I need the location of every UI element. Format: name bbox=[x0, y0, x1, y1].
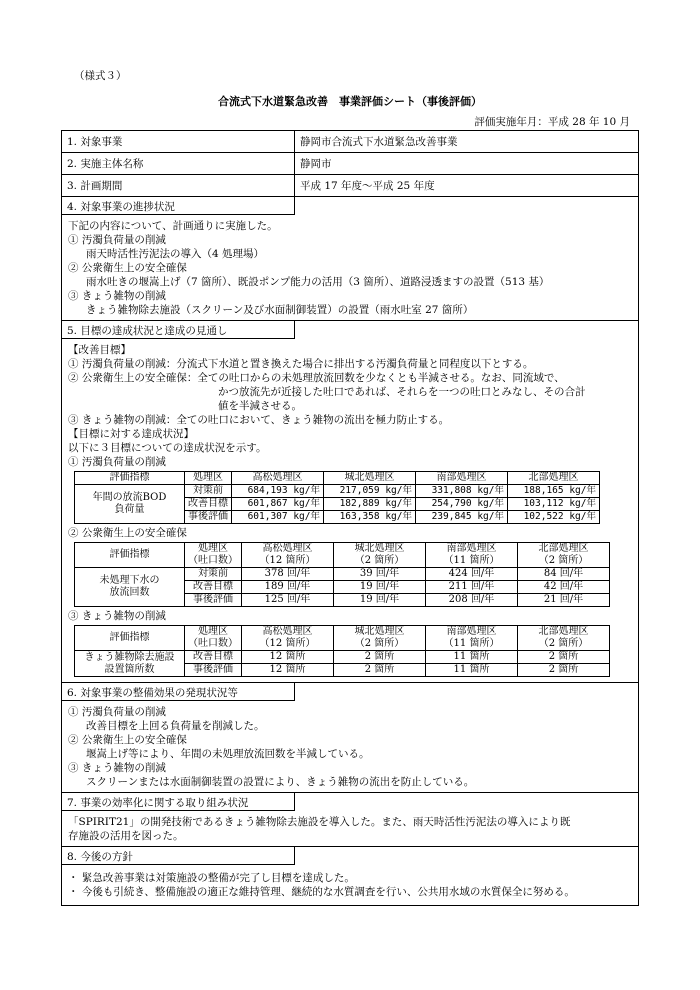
text-line: ・ 緊急改善事業は対策施設の整備が完了し目標を達成した。 bbox=[68, 872, 355, 884]
value-cell: 182,889 kg/年 bbox=[324, 498, 416, 511]
section-effects bbox=[62, 683, 638, 793]
indicator-line: 未処理下水の bbox=[99, 575, 160, 586]
row-label-cell: 改善目標 bbox=[185, 581, 242, 594]
text-line: かつ放流先が近接した吐口であれば、それらを一つの吐口とみなし、その合計 bbox=[218, 386, 586, 398]
table-row bbox=[75, 651, 610, 664]
header-cell: 処理区 bbox=[185, 543, 242, 556]
header-cell: 処理区 bbox=[185, 626, 242, 639]
value-cell: 188,165 kg/年 bbox=[508, 485, 600, 498]
indicator-cell bbox=[75, 568, 185, 607]
indicator-cell bbox=[75, 651, 185, 677]
value-cell: 684,193 kg/年 bbox=[232, 485, 324, 498]
row-value: 静岡市合流式下水道緊急改善事業 bbox=[300, 136, 458, 148]
section-heading: 5. 目標の達成状況と達成の見通し bbox=[62, 321, 295, 339]
value-cell: 84 回/年 bbox=[518, 568, 610, 581]
indicator-line: 設置箇所数 bbox=[104, 663, 155, 675]
header-cell: 高松処理区 bbox=[232, 472, 324, 485]
value-cell: 103,112 kg/年 bbox=[508, 498, 600, 511]
text-line: きょう雑物除去施設（スクリーン及び水面制御装置）の設置（雨水吐室 27 箇所） bbox=[86, 304, 474, 316]
row-label-cell: 改善目標 bbox=[185, 498, 232, 511]
text-line: 堰嵩上げ等により、年間の未処理放流回数を半減している。 bbox=[86, 748, 370, 760]
value-cell: 2 箇所 bbox=[334, 651, 426, 664]
header-cell: 北部処理区 bbox=[508, 472, 600, 485]
value-cell: 189 回/年 bbox=[242, 581, 334, 594]
header-cell: 高松処理区 bbox=[242, 626, 334, 639]
value-cell: 125 回/年 bbox=[242, 594, 334, 607]
value-cell: 2 箇所 bbox=[334, 664, 426, 677]
text-line: 【改善目標】 bbox=[68, 344, 131, 356]
text-line: ① 汚濁負荷量の削減 bbox=[68, 234, 166, 246]
text-line: 存施設の活用を図った。 bbox=[68, 830, 184, 842]
header-cell: 城北処理区 bbox=[324, 472, 416, 485]
text-line: ③ きょう雑物の削減：全ての吐口において、きょう雑物の流出を極力防止する。 bbox=[68, 414, 450, 426]
header-cell: （2 箇所） bbox=[334, 638, 426, 651]
table-title: ① 汚濁負荷量の削減 bbox=[68, 456, 166, 468]
value-cell: 11 箇所 bbox=[426, 651, 518, 664]
header-cell: （吐口数） bbox=[185, 638, 242, 651]
table-title: ② 公衆衛生上の安全確保 bbox=[68, 527, 187, 539]
value-cell: 601,867 kg/年 bbox=[232, 498, 324, 511]
header-cell: 城北処理区 bbox=[334, 626, 426, 639]
evaluation-sheet bbox=[61, 130, 639, 906]
value-cell: 102,522 kg/年 bbox=[508, 511, 600, 524]
text-line: 改善目標を上回る負荷量を削減した。 bbox=[86, 720, 265, 732]
text-line: ② 公衆衛生上の安全確保 bbox=[68, 734, 187, 746]
text-line: ・ 今後も引続き、整備施設の適正な維持管理、継続的な水質調査を行い、公共用水域の水質保全に努める。 bbox=[68, 886, 575, 898]
value-cell: 2 箇所 bbox=[518, 664, 610, 677]
value-cell: 19 回/年 bbox=[334, 594, 426, 607]
header-cell: 南部処理区 bbox=[416, 472, 508, 485]
value-cell: 39 回/年 bbox=[334, 568, 426, 581]
value-cell: 424 回/年 bbox=[426, 568, 518, 581]
value-cell: 254,790 kg/年 bbox=[416, 498, 508, 511]
row-label-cell: 事後評価 bbox=[185, 594, 242, 607]
table-title: ③ きょう雑物の削減 bbox=[68, 610, 166, 622]
section-goal-achievement bbox=[62, 321, 638, 683]
table-untreated-discharge bbox=[74, 542, 610, 607]
text-line: 【目標に対する達成状況】 bbox=[68, 428, 194, 440]
text-line: 下記の内容について、計画通りに実施した。 bbox=[68, 220, 278, 232]
header-cell: 評価指標 bbox=[75, 543, 185, 568]
header-cell: （2 箇所） bbox=[518, 638, 610, 651]
text-line: ① 汚濁負荷量の削減：分流式下水道と置き換えた場合に排出する汚濁負荷量と同程度以下とする。 bbox=[68, 358, 534, 370]
text-line: 以下に３目標についての達成状況を示す。 bbox=[68, 442, 267, 454]
header-cell: （12 箇所） bbox=[242, 555, 334, 568]
value-cell: 208 回/年 bbox=[426, 594, 518, 607]
header-cell: 高松処理区 bbox=[242, 543, 334, 556]
section-heading: 7. 事業の効率化に関する取り組み状況 bbox=[62, 793, 295, 811]
value-cell: 2 箇所 bbox=[518, 651, 610, 664]
row-label-cell: 事後評価 bbox=[185, 664, 242, 677]
value-cell: 12 箇所 bbox=[242, 651, 334, 664]
header-cell: （2 箇所） bbox=[334, 555, 426, 568]
form-label: （様式３） bbox=[74, 70, 127, 82]
header-cell: 南部処理区 bbox=[426, 626, 518, 639]
indicator-line: 負荷量 bbox=[114, 504, 145, 515]
row-label: 3. 計画期間 bbox=[62, 175, 295, 196]
value-cell: 163,358 kg/年 bbox=[324, 511, 416, 524]
row-implementer bbox=[62, 153, 638, 175]
section-progress bbox=[62, 197, 638, 321]
header-cell: （2 箇所） bbox=[518, 555, 610, 568]
table-pollution-load bbox=[74, 471, 600, 524]
header-cell: 北部処理区 bbox=[518, 626, 610, 639]
value-cell: 239,845 kg/年 bbox=[416, 511, 508, 524]
text-line: ② 公衆衛生上の安全確保 bbox=[68, 262, 187, 274]
value-cell: 217,059 kg/年 bbox=[324, 485, 416, 498]
indicator-cell bbox=[75, 485, 185, 524]
row-label-cell: 改善目標 bbox=[185, 651, 242, 664]
row-value: 静岡市 bbox=[300, 158, 332, 170]
header-cell: 評価指標 bbox=[75, 626, 185, 651]
value-cell: 378 回/年 bbox=[242, 568, 334, 581]
text-line: スクリーンまたは水面制御装置の設置により、きょう雑物の流出を防止している。 bbox=[86, 776, 475, 788]
header-cell: 北部処理区 bbox=[518, 543, 610, 556]
indicator-line: きょう雑物除去施設 bbox=[84, 651, 175, 663]
section-future-policy bbox=[62, 847, 638, 905]
value-cell: 11 箇所 bbox=[426, 664, 518, 677]
header-cell: 評価指標 bbox=[75, 472, 185, 485]
indicator-line: 年間の放流BOD bbox=[92, 492, 167, 503]
row-label: 1. 対象事業 bbox=[62, 131, 295, 152]
row-label: 2. 実施主体名称 bbox=[62, 153, 295, 174]
header-cell: （11 箇所） bbox=[426, 555, 518, 568]
text-line: ③ きょう雑物の削減 bbox=[68, 290, 166, 302]
value-cell: 331,808 kg/年 bbox=[416, 485, 508, 498]
header-cell: 処理区 bbox=[185, 472, 232, 485]
table-debris-facilities bbox=[74, 625, 610, 677]
section-efficiency bbox=[62, 793, 638, 847]
value-cell: 42 回/年 bbox=[518, 581, 610, 594]
header-cell: 城北処理区 bbox=[334, 543, 426, 556]
value-cell: 601,307 kg/年 bbox=[232, 511, 324, 524]
value-cell: 19 回/年 bbox=[334, 581, 426, 594]
section-heading: 6. 対象事業の整備効果の発現状況等 bbox=[62, 683, 295, 701]
header-cell: （吐口数） bbox=[185, 555, 242, 568]
row-target-project bbox=[62, 131, 638, 153]
header-cell: 南部処理区 bbox=[426, 543, 518, 556]
text-line: 値を半減させる。 bbox=[218, 400, 302, 412]
text-line: ① 汚濁負荷量の削減 bbox=[68, 706, 166, 718]
table-row bbox=[75, 568, 610, 581]
row-value: 平成 17 年度〜平成 25 年度 bbox=[300, 180, 435, 192]
text-line: ② 公衆衛生上の安全確保：全ての吐口からの未処理放流回数を少なくとも半減させる。なお、同流域で、 bbox=[68, 372, 565, 384]
row-plan-period bbox=[62, 175, 638, 197]
row-label-cell: 対策前 bbox=[185, 568, 242, 581]
value-cell: 21 回/年 bbox=[518, 594, 610, 607]
evaluation-date: 評価実施年月：平成 28 年 10 月 bbox=[474, 116, 630, 128]
section-heading: 4. 対象事業の進捗状況 bbox=[62, 197, 295, 215]
table-row bbox=[75, 485, 600, 498]
header-cell: （12 箇所） bbox=[242, 638, 334, 651]
value-cell: 12 箇所 bbox=[242, 664, 334, 677]
page-title: 合流式下水道緊急改善 事業評価シート（事後評価） bbox=[218, 95, 482, 108]
row-label-cell: 事後評価 bbox=[185, 511, 232, 524]
text-line: ③ きょう雑物の削減 bbox=[68, 762, 166, 774]
indicator-line: 放流回数 bbox=[109, 587, 150, 598]
row-label-cell: 対策前 bbox=[185, 485, 232, 498]
text-line: 雨水吐きの堰嵩上げ（7 箇所）、既設ポンプ能力の活用（3 箇所）、道路浸透ますの設置（513 基） bbox=[86, 276, 550, 288]
section-heading: 8. 今後の方針 bbox=[62, 847, 295, 865]
text-line: 「SPIRIT21」の開発技術であるきょう雑物除去施設を導入した。また、雨天時活性汚泥法の導入により既 bbox=[68, 816, 571, 828]
text-line: 雨天時活性汚泥法の導入（4 処理場） bbox=[86, 248, 265, 260]
header-cell: （11 箇所） bbox=[426, 638, 518, 651]
value-cell: 211 回/年 bbox=[426, 581, 518, 594]
